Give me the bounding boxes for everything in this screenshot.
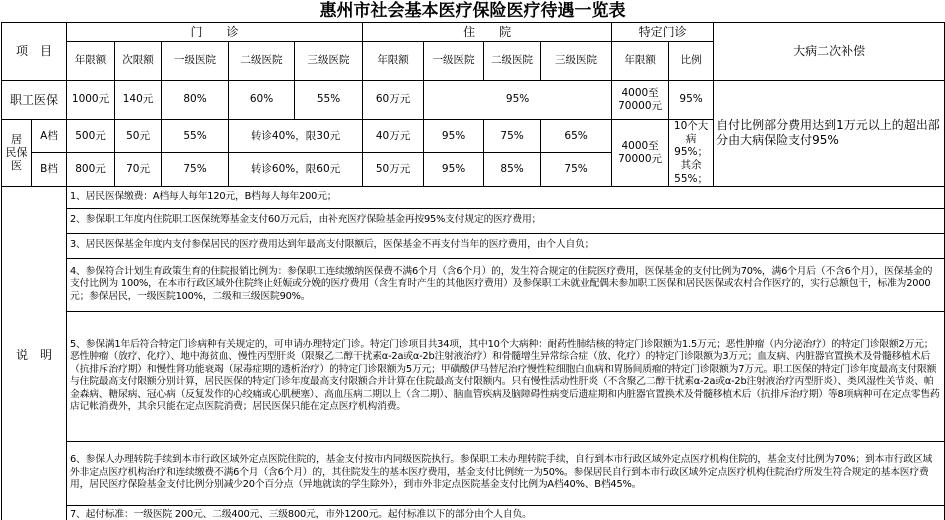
resident-sp-ratio: 10个大病95%；其余55%；: [669, 120, 714, 187]
grade-a-ip-level1: 95%: [424, 120, 484, 153]
grade-a-ip-level2: 75%: [484, 120, 541, 153]
employee-op-level1: 80%: [162, 81, 229, 120]
page-title: 惠州市社会基本医疗保险医疗待遇一览表: [319, 1, 626, 21]
grade-b-ip-level2: 85%: [484, 153, 541, 186]
note-item: 4、参保符合计划生育政策生育的住院报销比例为：参保职工连续缴纳医保费不满6个月（含6个月）的，发生符合规定的住院医疗费用，医保基金的支付比例为70%，满6个月后（不含6个月），医保基金的支付比例为 100%，在本市行政区域外住院终止妊娠或分娩的医疗费用（含生育时产生的其他医疗费用）及参保职工未就业配偶未参加职工医保和居民医保或农村合作医疗的，实行总额包干，标准为2000元；参保居民，一级医院100%，二级和三级医院90%。: [67, 258, 945, 311]
header-ip-level3: 三级医院: [541, 42, 612, 81]
employee-op-visit: 140元: [115, 81, 162, 120]
row-resident-label: [2, 120, 32, 187]
critical-illness-text: 自付比例部分费用达到1万元以上的超出部分由大病保险支付95%: [714, 81, 945, 187]
header-ip-level2: 二级医院: [484, 42, 541, 81]
grade-a-ip-level3: 65%: [541, 120, 612, 153]
resident-sp-annual: 4000至70000元: [612, 120, 669, 187]
grade-a-op-annual: 500元: [67, 120, 115, 153]
employee-op-level3: 55%: [295, 81, 363, 120]
grade-b-ip-level3: 75%: [541, 153, 612, 186]
header-op-annual-limit: 年限额: [67, 42, 115, 81]
header-special-outpatient: 特定门诊: [612, 23, 714, 42]
employee-sp-ratio: 95%: [669, 81, 714, 120]
resident-label-char-2: 民: [5, 146, 17, 160]
header-op-level2: 二级医院: [229, 42, 295, 81]
note-item: 7、起付标准：一级医院 200元、二级400元、三级800元，市外1200元。起付标准以下的部分由个人自负。: [67, 505, 945, 520]
notes-label: 说 明: [2, 186, 67, 520]
header-op-level1: 一级医院: [162, 42, 229, 81]
resident-label-char-3: 保: [16, 146, 28, 160]
resident-grade-a-label: A档: [32, 120, 67, 153]
grade-a-ip-annual: 40万元: [363, 120, 424, 153]
employee-ip-ratio: 95%: [424, 81, 612, 120]
resident-label-char-1: 居: [11, 133, 22, 147]
grade-b-ip-level1: 95%: [424, 153, 484, 186]
header-critical-illness: 大病二次补偿: [714, 23, 945, 81]
header-ip-level1: 一级医院: [424, 42, 484, 81]
employee-op-level2: 60%: [229, 81, 295, 120]
employee-sp-annual: 4000至70000元: [612, 81, 669, 120]
header-ip-annual-limit: 年限额: [363, 42, 424, 81]
note-item: 2、参保职工年度内住院职工医保统筹基金支付60万元后，由补充医疗保险基金再按95%支付规定的医疗费用；: [67, 208, 945, 233]
note-item: 6、参保人办理转院手续到本市行政区域外定点医院住院的，基金支付按市内同级医院执行。参保职工未办理转院手续，自行到本市行政区域外定点医疗机构住院的，基金支付比例为70%；到本市行政区域外非定点医疗机构治疗和连续缴费不满6个月（含6个月）的，其住院发生的基本医疗费用，基金支付比例统一为50%。参保居民自行到本市行政区域外定点医疗机构住院治疗所发生符合规定的基本医疗费用，居民医疗保险基金支付比例分别减少20个百分点（异地就读的学生除外），到市外非定点医院基金支付比例为A档40%、B档45%。: [67, 441, 945, 505]
grade-a-op-visit: 50元: [115, 120, 162, 153]
grade-a-op-level1: 55%: [162, 120, 229, 153]
resident-grade-b-label: B档: [32, 153, 67, 186]
employee-ip-annual: 60万元: [363, 81, 424, 120]
header-inpatient: 住 院: [363, 23, 612, 42]
grade-b-op-level23: 转诊60%，限60元: [229, 153, 363, 186]
note-item: 5、参保满1年后符合特定门诊病种有关规定的，可申请办理特定门诊。特定门诊项目共34项，其中10个大病种：耐药性肺结核的特定门诊限额为1.5万元；恶性肿瘤（内分泌治疗）的特定门诊限额2万元；恶性肿瘤（放疗、化疗）、地中海贫血、慢性丙型肝炎（限聚乙二醇干扰素α-2a或α-2b注射液治疗）和骨髓增生异常综合症（放、化疗）的特定门诊限额为3万元；血友病、内脏器官置换术及骨髓移植术后（抗排斥治疗期）和慢性肾功能衰竭（尿毒症期的透析治疗）的特定门诊限额为5万元；甲磺酸伊马替尼治疗慢性粒细胞白血病和胃肠间质瘤的特定门诊限额为7万元。职工医保的特定门诊年度最高支付限额与住院最高支付限额分别计算，居民医保的特定门诊年度最高支付限额合并计算在住院最高支付限额内。只有慢性活动性肝炎（不含聚乙二醇干扰素α-2a或α-2b注射液治疗丙型肝炎）、类风湿性关节炎、帕金森病、糖尿病、冠心病（反复发作的心绞痛或心肌梗塞）、高血压病二期以上（含二期）、脑血管疾病及脑障碍性病变后遗症期和内脏器官置换术及骨髓移植术后（抗排斥治疗期）等8项病种可在定点零售药店记帐消费外，其余只能在定点医院消费；居民医保只能在定点医疗机构消费。: [67, 311, 945, 441]
header-sp-annual-limit: 年限额: [612, 42, 669, 81]
row-employee-label: 职工医保: [2, 81, 67, 120]
benefits-table: [1, 22, 945, 520]
header-sp-ratio: 比例: [669, 42, 714, 81]
grade-b-ip-annual: 50万元: [363, 153, 424, 186]
header-outpatient: 门 诊: [67, 23, 363, 42]
employee-op-annual: 1000元: [67, 81, 115, 120]
header-op-level3: 三级医院: [295, 42, 363, 81]
resident-label-char-4: 医: [11, 159, 22, 173]
note-item: 3、居民医保基金年度内支付参保居民的医疗费用达到年最高支付限额后，医保基金不再支付当年的医疗费用，由个人自负；: [67, 233, 945, 258]
grade-b-op-level1: 75%: [162, 153, 229, 186]
grade-a-op-level23: 转诊40%，限30元: [229, 120, 363, 153]
note-item: 1、居民医保缴费：A档每人每年120元，B档每人每年200元；: [67, 186, 945, 208]
grade-b-op-visit: 70元: [115, 153, 162, 186]
header-op-visit-limit: 次限额: [115, 42, 162, 81]
grade-b-op-annual: 800元: [67, 153, 115, 186]
header-item: 项 目: [2, 23, 67, 81]
